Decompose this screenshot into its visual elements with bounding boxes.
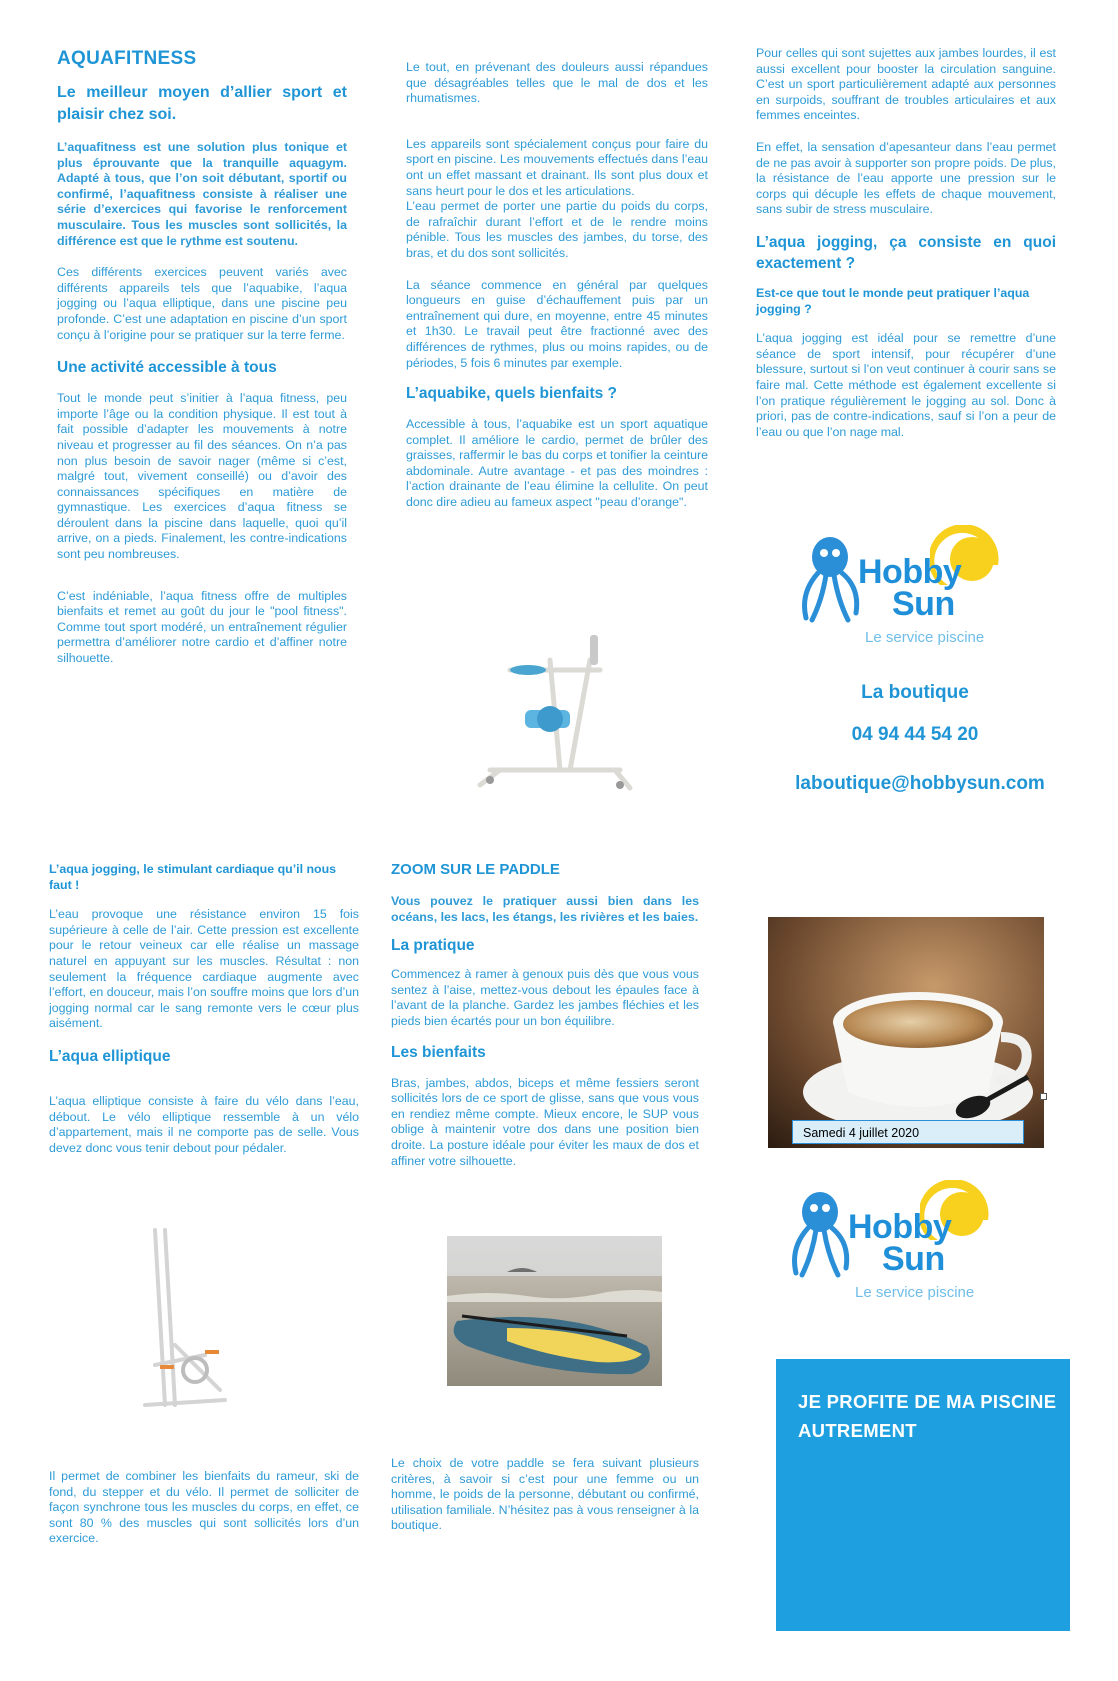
paddle-image [447, 1236, 662, 1386]
section-heading-aquabike: L’aquabike, quels bienfaits ? [406, 385, 618, 403]
octopus-mascot-icon [800, 535, 860, 630]
paragraph: Le tout, en prévenant des douleurs aussi répandues que désagréables telles que le mal de dos et les rhumatismes. [406, 60, 708, 106]
coffee-image [768, 917, 1044, 1148]
logo-brand-line2: Sun [892, 585, 955, 623]
paragraph: C’est indéniable, l’aqua fitness offre de multiples bienfaits et remet au goût du jour le "pool fitness". Comme tout sport modéré, un entraînement régulier permettra d’améliorer notre cardio et d’affiner notre silhouette. [57, 588, 347, 666]
section-heading-bienfaits: Les bienfaits [391, 1043, 486, 1061]
paragraph: Ces différents exercices peuvent variés avec différents appareils tels que l’aquabike, l’aqua jogging ou l’aqua elliptique, dans une piscine peu profonde. C’est une adaptation en piscine d’un sport conçu à l’origine pour se pratiquer sur la terre ferme. [57, 265, 347, 342]
paragraph: Commencez à ramer à genoux puis dès que vous vous sentez à l’aise, mettez-vous debout les épaules face à l’avant de la planche. Gardez les jambes fléchies et les pieds bien écartés pour un bon équilibre. [391, 967, 699, 1028]
logo-brand-line1: Hobby [848, 1208, 952, 1246]
paragraph: L’eau permet de porter une partie du poids du corps, de rafraîchir durant l’effort et de le rendre moins pénible. Tous les muscles des jambes, du torse, des bras, et du dos sont sollicités. [406, 199, 708, 260]
column-aquabike [406, 60, 708, 511]
shop-phone: 04 94 44 54 20 [851, 724, 979, 745]
promo-banner [776, 1359, 1070, 1631]
column-jogging [756, 46, 1056, 440]
paragraph: Le choix de votre paddle se fera suivant plusieurs critères, à savoir si c’est pour une femme ou un homme, le poids de la personne, débutant ou confirmé, utilisation familiale. N’hésitez pas à vous renseigner à la boutique. [391, 1456, 699, 1533]
subtitle: Le meilleur moyen d’allier sport et plaisir chez soi. [57, 84, 347, 123]
paragraph: En effet, la sensation d’apesanteur dans l’eau permet de ne pas avoir à supporter son propre poids. De plus, la résistance de l’eau apporte une pression sur le corps qui décuple les effets de chaque mouvement, sans subir de stress musculaire. [756, 139, 1056, 217]
logo-brand-line2: Sun [882, 1240, 945, 1278]
date-caption-handle [1040, 1093, 1047, 1100]
paragraph: La séance commence en général par quelques longueurs en guise d’échauffement puis par un entraînement qui dure, en moyenne, entre 45 minutes et 1h30. Le travail peut être fractionné avec des différences de rythmes, plus ou moins rapides, ou de périodes, 5 fois 6 minutes par exemple. [406, 277, 708, 370]
intro-paragraph: L’aquafitness est une solution plus tonique et plus éprouvante que la tranquille aquagym. Adapté à tous, que l’on soit débutant, sportif ou confirmé, l’aquafitness consiste à réaliser une série d’exercices qui favorise le renforcement musculaire. Tous les muscles sont sollicités, la différence est que le rythme est soutenu. [57, 140, 347, 248]
page-title: AQUAFITNESS [57, 48, 197, 69]
shop-email: laboutique@hobbysun.com [795, 773, 1045, 794]
coffee-illustration [768, 917, 1044, 1148]
hobbysun-logo-2 [790, 1180, 1000, 1310]
paragraph: Tout le monde peut s’initier à l’aqua fitness, peu importe l’âge ou la condition physique. Il est tout à fait possible d’adapter les mouvements à notre niveau et progresser au fil des séances. On n’a pas non plus besoin de savoir nager (même si c’est, malgré tout, vivement conseillé) ou d’avoir des connaissances spécifiques en matière de gymnastique. Les exercices d’aqua fitness se déroulent dans la piscine dans laquelle, quoi qu’il arrive, on a pieds. Finalement, les contre-indications sont peu nombreuses. [57, 391, 347, 562]
logo-tagline: Le service piscine [855, 1284, 975, 1301]
shop-label: La boutique [861, 682, 969, 703]
logo-brand-line1: Hobby [858, 553, 962, 591]
question-heading: Est-ce que tout le monde peut pratiquer l’aqua jogging ? [756, 285, 1030, 316]
aquabike-image [470, 620, 640, 800]
section-heading-pratique: La pratique [391, 937, 475, 955]
promo-banner-text: JE PROFITE DE MA PISCINE AUTREMENT [798, 1391, 1057, 1441]
column-aquafitness [57, 48, 347, 667]
section-heading-access: Une activité accessible à tous [57, 359, 277, 377]
octopus-mascot-icon [790, 1190, 850, 1285]
paragraph: L’aqua elliptique consiste à faire du vélo dans l’eau, débout. Le vélo elliptique ressemble à un vélo d’appartement, mais il ne comporte pas de selle. Vous devez donc vous tenir debout pour pédaler. [49, 1093, 359, 1155]
section-heading-jogging: L’aqua jogging, ça consiste en quoi exactement ? [756, 233, 1056, 272]
elliptical-image [135, 1225, 230, 1425]
date-caption: Samedi 4 juillet 2020 [792, 1120, 1024, 1144]
column-paddle [391, 861, 699, 1169]
paragraph: Il permet de combiner les bienfaits du rameur, ski de fond, du stepper et du vélo. Il permet de solliciter de façon synchrone tous les muscles du corps, en effet, ce sont 80 % des muscles qui sont sollicités lors d’un exercice. [49, 1469, 359, 1546]
intro-paragraph: Vous pouvez le pratiquer aussi bien dans les océans, les lacs, les étangs, les rivières et les baies. [391, 894, 699, 924]
paragraph: L’eau provoque une résistance environ 15 fois supérieure à celle de l’air. Cette pression est excellente pour le retour veineux car elle réalise un massage naturel en appuyant sur les muscles. Résultat : non seulement la fréquence cardiaque augmente avec l’effort, en douceur, mais l’on souffre moins que lors d’un jogging normal car le sang remonte vers le cœur plus aisément. [49, 907, 359, 1031]
section-heading-elliptique: L’aqua elliptique [49, 1047, 171, 1065]
column-elliptique [49, 862, 359, 1156]
column-paddle-bottom [391, 1456, 699, 1534]
paddle-title: ZOOM SUR LE PADDLE [391, 861, 560, 878]
column-elliptique-bottom [49, 1469, 359, 1547]
logo-tagline: Le service piscine [865, 629, 985, 646]
hobbysun-logo [800, 525, 1010, 655]
paragraph: Bras, jambes, abdos, biceps et même fessiers seront sollicités lors de ce sport de glisse, sans que vous vous en rendiez même compte. Mieux encore, le SUP vous oblige à maintenir votre dos dans une position bien droite. La posture idéale pour éviter les maux de dos et affiner votre silhouette. [391, 1075, 699, 1168]
paragraph: Les appareils sont spécialement conçus pour faire du sport en piscine. Les mouvements effectués dans l’eau ont un effet massant et drainant. Ils sont plus doux et sans heurt pour le dos et les articulations. [406, 136, 708, 198]
paragraph: Accessible à tous, l’aquabike est un sport aquatique complet. Il améliore le cardio, permet de brûler des graisses, raffermir le bas du corps et tonifier la ceinture abdominale. Autre avantage - et pas des moindres : l’action drainante de l’eau élimine la cellulite. On peut donc dire adieu au fameux aspect "peau d’orange". [406, 417, 708, 510]
paragraph: L’aqua jogging est idéal pour se remettre d’une séance de sport intensif, pour récupérer d’une blessure, surtout si l’on veut continuer à courir sans se faire mal. Cette méthode est également excellente si l’on pratique régulièrement le jogging au sol. Donc à priori, pas de contre-indications, sauf si l’on a peur de l’eau ou que l’on nage mal. [756, 331, 1056, 439]
section-heading-cardio: L’aqua jogging, le stimulant cardiaque qu’il nous faut ! [49, 862, 337, 892]
paragraph: Pour celles qui sont sujettes aux jambes lourdes, il est aussi excellent pour booster la circulation sanguine. C’est un sport particulièrement adapté aux personnes en surpoids, souffrant de troubles articulaires et aux femmes enceintes. [756, 46, 1056, 123]
